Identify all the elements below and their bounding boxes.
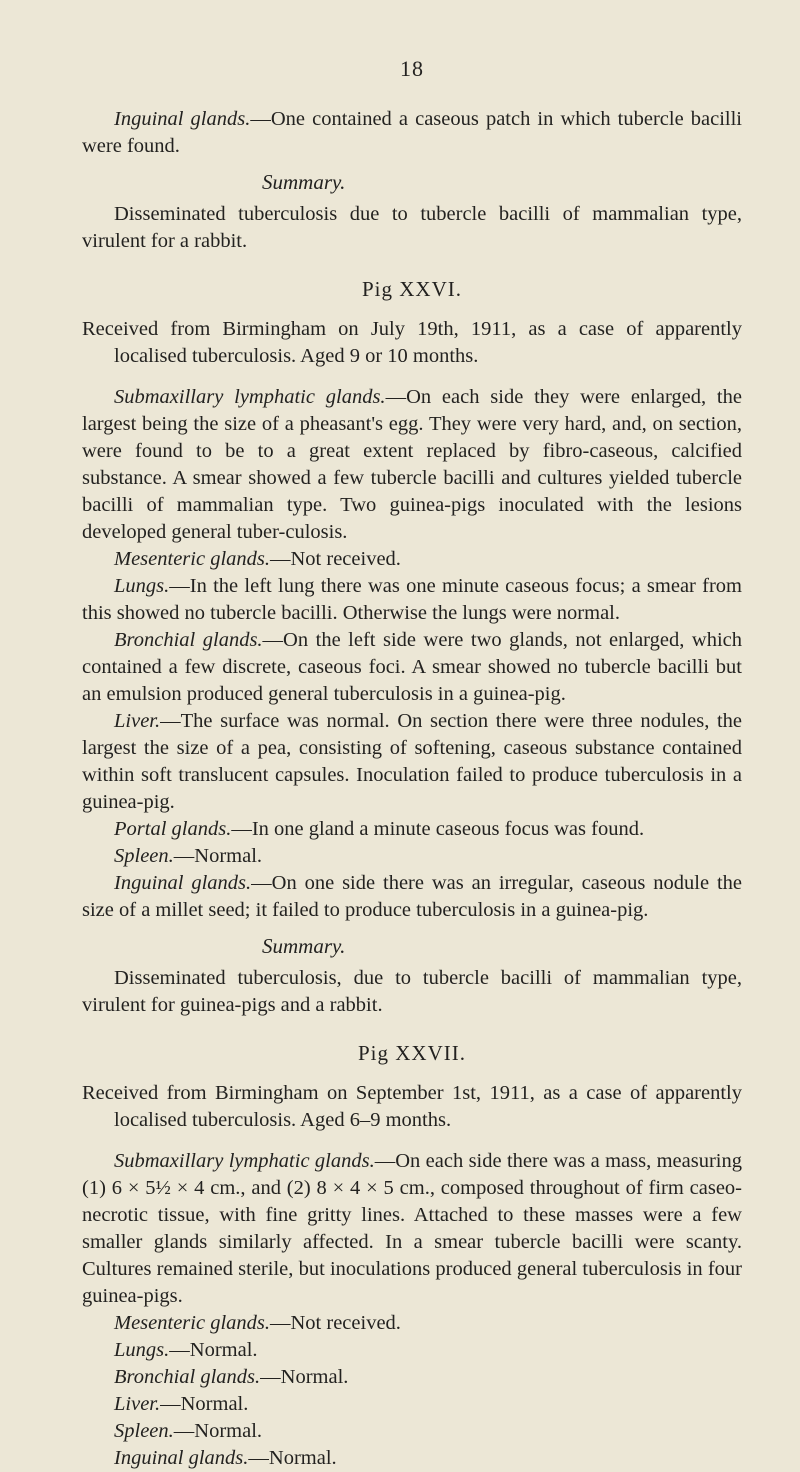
pig-27-heading: Pig XXVII. [358, 1041, 466, 1065]
pig-26-spleen-text: —Normal. [173, 845, 263, 867]
summary-1-heading: Summary. [262, 170, 346, 194]
pig-27-lungs-text: —Normal. [169, 1339, 258, 1361]
intro-inguinal-text: —One contained a caseous patch in which tubercle bacilli were found. [82, 108, 742, 157]
summary-2-text: Disseminated tuberculosis, due to tubercle bacilli of mammalian type, virulent for guinea-pigs and a rabbit. [82, 967, 742, 1016]
pig-27-submaxillary-heading: Submaxillary lymphatic glands. [114, 1150, 375, 1172]
pig-27-bronchial-text: —Normal. [260, 1366, 349, 1388]
intro-inguinal-heading: Inguinal glands. [114, 108, 251, 130]
pig-27-mesenteric-heading: Mesenteric glands. [114, 1312, 270, 1334]
pig-26-submaxillary-paragraph [82, 384, 742, 546]
pig-27-spleen-heading: Spleen. [114, 1420, 174, 1442]
pig-26-inguinal-heading: Inguinal glands. [114, 872, 252, 894]
pig-27-bronchial-heading: Bronchial glands. [114, 1366, 261, 1388]
pig-26-portal-paragraph [82, 816, 742, 843]
intro-inguinal-paragraph [82, 106, 742, 160]
pig-26-liver-paragraph [82, 708, 742, 816]
pig-26-inguinal-paragraph [82, 870, 742, 924]
pig-27-lungs-paragraph [82, 1337, 742, 1364]
pig-26-mesenteric-paragraph [82, 546, 742, 573]
pig-26-spleen-heading: Spleen. [114, 845, 174, 867]
pig-27-liver-paragraph [82, 1391, 742, 1418]
pig-27-spleen-paragraph [82, 1418, 742, 1445]
pig-26-liver-text: —The surface was normal. On section there were three nodules, the largest the size of a pea, consisting of softening, caseous substance contained within soft translucent capsules. Inoculation failed to produce tuberculosis in a guinea-pig. [82, 710, 742, 813]
pig-26-portal-heading: Portal glands. [114, 818, 232, 840]
pig-27-inguinal-heading: Inguinal glands. [114, 1447, 249, 1469]
pig-26-mesenteric-heading: Mesenteric glands. [114, 548, 270, 570]
pig-27-submaxillary-paragraph [82, 1148, 742, 1310]
pig-26-lungs-paragraph [82, 573, 742, 627]
pig-27-liver-heading: Liver. [114, 1393, 161, 1415]
pig-27-lungs-heading: Lungs. [114, 1339, 170, 1361]
pig-27-findings [82, 1148, 742, 1472]
pig-27-bronchial-paragraph [82, 1364, 742, 1391]
pig-26-findings [82, 384, 742, 924]
pig-27-submaxillary-text: —On each side there was a mass, measuring (1) 6 × 5½ × 4 cm., and (2) 8 × 4 × 5 cm., composed throughout of firm caseo-necrotic tissue, with fine gritty lines. Attached to these masses were a few smaller glands similarly affected. In a smear tubercle bacilli were scanty. Cultures remained sterile, but inoculations produced general tuberculosis in four guinea-pigs. [82, 1150, 742, 1307]
pig-26-mesenteric-text: —Not received. [270, 548, 401, 570]
pig-27-spleen-text: —Normal. [173, 1420, 263, 1442]
pig-26-inguinal-text: —On one side there was an irregular, caseous nodule the size of a millet seed; it failed to produce tuberculosis in a guinea-pig. [82, 872, 742, 921]
summary-2-heading: Summary. [262, 934, 346, 958]
pig-27-inguinal-paragraph [82, 1445, 742, 1472]
pig-26-portal-text: —In one gland a minute caseous focus was found. [231, 818, 645, 840]
pig-26-bronchial-heading: Bronchial glands. [114, 629, 263, 651]
pig-26-received: Received from Birmingham on July 19th, 1911, as a case of apparently localised tuberculosis. Aged 9 or 10 months. [82, 318, 742, 367]
document-page [82, 56, 742, 1472]
pig-27-mesenteric-text: —Not received. [270, 1312, 401, 1334]
pig-26-spleen-paragraph [82, 843, 742, 870]
summary-1-text: Disseminated tuberculosis due to tubercle bacilli of mammalian type, virulent for a rabbit. [82, 203, 742, 252]
pig-26-bronchial-paragraph [82, 627, 742, 708]
pig-27-mesenteric-paragraph [82, 1310, 742, 1337]
pig-26-bronchial-text: —On the left side were two glands, not enlarged, which contained a few discrete, caseous foci. A smear showed no tubercle bacilli but an emulsion produced general tuberculosis in a guinea-pig. [82, 629, 742, 705]
pig-27-received: Received from Birmingham on September 1st, 1911, as a case of apparently localised tuberculosis. Aged 6–9 months. [82, 1082, 742, 1131]
pig-26-liver-heading: Liver. [114, 710, 161, 732]
pig-26-heading: Pig XXVI. [361, 277, 462, 301]
pig-27-inguinal-text: —Normal. [248, 1447, 337, 1469]
pig-27-liver-text: —Normal. [160, 1393, 249, 1415]
pig-26-submaxillary-text: —On each side they were enlarged, the largest being the size of a pheasant's egg. They were very hard, and, on section, were found to be to a great extent replaced by fibro-caseous, calcified substance. A smear showed a few tubercle bacilli and cultures yielded tubercle bacilli of mammalian type. Two guinea-pigs inoculated with the lesions developed general tuber-culosis. [82, 386, 742, 543]
pig-26-submaxillary-heading: Submaxillary lymphatic glands. [114, 386, 386, 408]
pig-26-lungs-text: —In the left lung there was one minute caseous focus; a smear from this showed no tubercle bacilli. Otherwise the lungs were normal. [82, 575, 742, 624]
pig-26-lungs-heading: Lungs. [114, 575, 170, 597]
page-number: 18 [400, 56, 424, 81]
